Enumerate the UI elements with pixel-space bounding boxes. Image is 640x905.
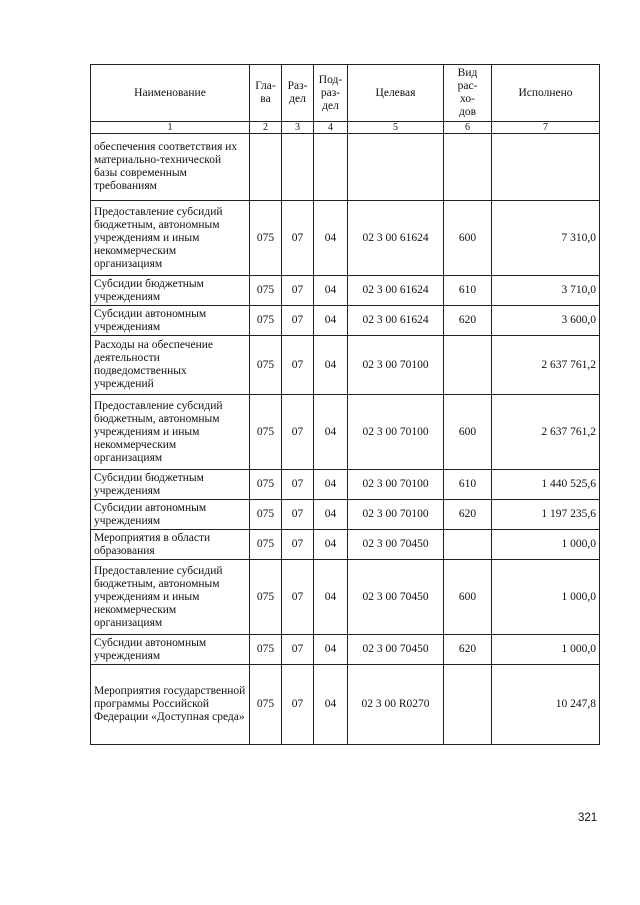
column-number: 1 — [91, 122, 250, 134]
table-row — [91, 276, 600, 306]
row-ispolneno: 3 600,0 — [492, 306, 600, 336]
table-row — [91, 336, 600, 395]
row-razdel: 07 — [282, 635, 314, 665]
row-ispolneno — [492, 134, 600, 201]
row-celevaya: 02 3 00 61624 — [348, 276, 444, 306]
row-name: Субсидии автономным учреждениям — [91, 306, 250, 336]
row-ispolneno: 10 247,8 — [492, 665, 600, 745]
table-row — [91, 560, 600, 635]
header-vid-rashodov: Вид рас- хо- дов — [444, 65, 492, 122]
row-glava: 075 — [250, 560, 282, 635]
header-row — [91, 65, 600, 122]
table-row — [91, 201, 600, 276]
row-razdel: 07 — [282, 560, 314, 635]
row-ispolneno: 2 637 761,2 — [492, 395, 600, 470]
table-row — [91, 635, 600, 665]
row-ispolneno: 1 000,0 — [492, 530, 600, 560]
row-razdel: 07 — [282, 306, 314, 336]
table-row — [91, 470, 600, 500]
row-vid — [444, 134, 492, 201]
table-row — [91, 395, 600, 470]
row-celevaya: 02 3 00 70450 — [348, 530, 444, 560]
row-vid: 620 — [444, 635, 492, 665]
row-razdel: 07 — [282, 336, 314, 395]
row-name: Мероприятия государственной программы Российской Федерации «Доступная среда» — [91, 665, 250, 745]
row-celevaya: 02 3 00 70100 — [348, 500, 444, 530]
row-vid — [444, 336, 492, 395]
header-podrazdel: Под- раз- дел — [314, 65, 348, 122]
column-number: 6 — [444, 122, 492, 134]
row-name: Субсидии автономным учреждениям — [91, 635, 250, 665]
row-ispolneno: 2 637 761,2 — [492, 336, 600, 395]
column-number: 4 — [314, 122, 348, 134]
row-celevaya: 02 3 00 70450 — [348, 635, 444, 665]
row-name: Субсидии автономным учреждениям — [91, 500, 250, 530]
row-ispolneno: 1 000,0 — [492, 635, 600, 665]
row-razdel: 07 — [282, 276, 314, 306]
row-name: обеспечения соответствия их материально-технической базы современным требованиям — [91, 134, 250, 201]
row-razdel: 07 — [282, 395, 314, 470]
budget-execution-table — [90, 64, 600, 745]
row-celevaya: 02 3 00 61624 — [348, 201, 444, 276]
row-razdel — [282, 134, 314, 201]
row-vid: 610 — [444, 470, 492, 500]
row-celevaya: 02 3 00 70100 — [348, 395, 444, 470]
row-glava: 075 — [250, 470, 282, 500]
row-razdel: 07 — [282, 500, 314, 530]
row-vid: 620 — [444, 306, 492, 336]
row-podrazdel: 04 — [314, 665, 348, 745]
row-ispolneno: 7 310,0 — [492, 201, 600, 276]
table-row — [91, 306, 600, 336]
row-glava: 075 — [250, 635, 282, 665]
row-podrazdel: 04 — [314, 500, 348, 530]
row-razdel: 07 — [282, 530, 314, 560]
row-podrazdel: 04 — [314, 336, 348, 395]
row-podrazdel: 04 — [314, 276, 348, 306]
row-podrazdel: 04 — [314, 201, 348, 276]
table-row — [91, 500, 600, 530]
row-name: Мероприятия в области образования — [91, 530, 250, 560]
row-podrazdel: 04 — [314, 530, 348, 560]
row-ispolneno: 1 197 235,6 — [492, 500, 600, 530]
row-name: Предоставление субсидий бюджетным, автономным учреждениям и иным некоммерческим организациям — [91, 560, 250, 635]
column-number: 5 — [348, 122, 444, 134]
header-razdel: Раз- дел — [282, 65, 314, 122]
row-razdel: 07 — [282, 665, 314, 745]
row-celevaya: 02 3 00 R0270 — [348, 665, 444, 745]
column-number-row — [91, 122, 600, 134]
row-glava: 075 — [250, 530, 282, 560]
row-podrazdel: 04 — [314, 635, 348, 665]
row-razdel: 07 — [282, 201, 314, 276]
row-glava: 075 — [250, 395, 282, 470]
row-vid: 600 — [444, 395, 492, 470]
row-podrazdel: 04 — [314, 470, 348, 500]
row-podrazdel: 04 — [314, 395, 348, 470]
row-name: Предоставление субсидий бюджетным, автономным учреждениям и иным некоммерческим организациям — [91, 395, 250, 470]
row-celevaya: 02 3 00 70100 — [348, 470, 444, 500]
row-celevaya: 02 3 00 70450 — [348, 560, 444, 635]
table-row — [91, 134, 600, 201]
header-celevaya: Целевая — [348, 65, 444, 122]
row-vid: 600 — [444, 201, 492, 276]
column-number: 2 — [250, 122, 282, 134]
row-glava: 075 — [250, 665, 282, 745]
row-name: Субсидии бюджетным учреждениям — [91, 276, 250, 306]
header-ispolneno: Исполнено — [492, 65, 600, 122]
row-podrazdel: 04 — [314, 560, 348, 635]
column-number: 3 — [282, 122, 314, 134]
row-ispolneno: 1 440 525,6 — [492, 470, 600, 500]
row-celevaya: 02 3 00 70100 — [348, 336, 444, 395]
row-vid: 620 — [444, 500, 492, 530]
row-vid: 600 — [444, 560, 492, 635]
row-podrazdel — [314, 134, 348, 201]
row-name: Субсидии бюджетным учреждениям — [91, 470, 250, 500]
header-name: Наименование — [91, 65, 250, 122]
table-row — [91, 530, 600, 560]
row-ispolneno: 1 000,0 — [492, 560, 600, 635]
row-name: Расходы на обеспечение деятельности подведомственных учреждений — [91, 336, 250, 395]
row-glava: 075 — [250, 500, 282, 530]
row-glava: 075 — [250, 201, 282, 276]
row-celevaya — [348, 134, 444, 201]
column-number: 7 — [492, 122, 600, 134]
row-glava: 075 — [250, 336, 282, 395]
row-vid — [444, 530, 492, 560]
row-glava: 075 — [250, 306, 282, 336]
row-vid: 610 — [444, 276, 492, 306]
row-ispolneno: 3 710,0 — [492, 276, 600, 306]
row-razdel: 07 — [282, 470, 314, 500]
page-number: 321 — [578, 812, 598, 824]
row-glava — [250, 134, 282, 201]
row-vid — [444, 665, 492, 745]
row-celevaya: 02 3 00 61624 — [348, 306, 444, 336]
row-glava: 075 — [250, 276, 282, 306]
row-podrazdel: 04 — [314, 306, 348, 336]
table-row — [91, 665, 600, 745]
row-name: Предоставление субсидий бюджетным, автономным учреждениям и иным некоммерческим организациям — [91, 201, 250, 276]
header-glava: Гла- ва — [250, 65, 282, 122]
